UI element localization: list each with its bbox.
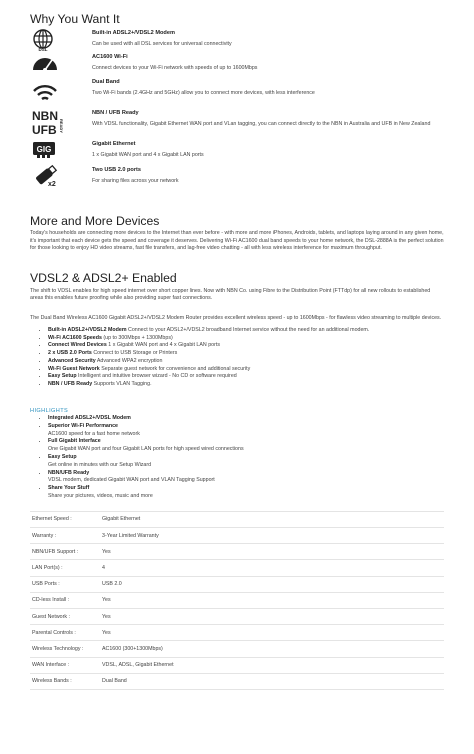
feature-title: Two USB 2.0 ports: [92, 166, 142, 173]
highlights-heading: HIGHLIGHTS: [30, 408, 69, 415]
table-row: LAN Port(s) : 4: [30, 560, 444, 576]
list-item: • NBN / UFB Ready Supports VLAN Tagging.: [48, 381, 444, 389]
specs-table: [30, 511, 444, 690]
feature-item: [30, 141, 444, 167]
table-row: Wireless Bands : Dual Band: [30, 673, 444, 689]
feature-title: NBN / UFB Ready: [92, 109, 139, 116]
list-item: • NBN/UFB Ready VDSL modem, dedicated Gigabit WAN port and VLAN Tagging Support: [48, 470, 444, 486]
dsl-label: DSL: [38, 46, 48, 52]
feature-title: Built-in ADSL2+/VDSL2 Modem: [92, 29, 175, 36]
list-item: • Share Your Stuff Share your pictures, videos, music and more: [48, 485, 444, 501]
table-row: Guest Network : Yes: [30, 608, 444, 624]
feature-desc: For sharing files across your network: [92, 178, 179, 185]
why-title: Why You Want It: [30, 12, 120, 26]
list-item: • Wi-Fi AC1600 Speeds (up to 300Mbps + 1300Mbps): [48, 335, 444, 343]
vdsl-body-1: The shift to VDSL enables for high speed internet over short copper lines. Now with NBN Co. using Fibre to the Distribution Point (FTTdp) for all new rollouts to established areas this enables future proofing while also providing super fast connections.: [30, 287, 431, 302]
feature-desc: With VDSL functionality, Gigabit Ethernet WAN port and VLan tagging, you can connect directly to the NBN in Australia and UFB in New Zealand: [92, 121, 431, 128]
list-item: • Easy Setup Intelligent and intuitive browser wizard - No CD or software required: [48, 373, 444, 381]
more-devices-body: Today's households are connecting more devices to the Internet than ever before - with more and more iPhones, Androids, tablets, and laptops laying around in any given home, it's important that each device gets the speed and coverage it deserves. Delivering Wi-Fi AC1600 dual band speeds to your home network, the DSL-2888A is the perfect solution for those looking to enjoy HD video streams, fast file transfers, and lag-free video chatting - all with less wireless interference for maximum throughput.: [30, 230, 444, 251]
table-row: CD-less Install : Yes: [30, 592, 444, 608]
more-devices-title: More and More Devices: [30, 213, 160, 228]
x2-label: x2: [48, 180, 56, 188]
table-row: WAN Interface : VDSL, ADSL, Gigabit Ethernet: [30, 657, 444, 673]
gig-ethernet-icon: [32, 141, 56, 161]
feature-item: [30, 79, 444, 110]
globe-dsl-icon: [32, 29, 54, 51]
feature-desc: Two Wi-Fi bands (2.4GHz and 5GHz) allow you to connect more devices, with less interference: [92, 90, 315, 97]
list-item: • Connect Wired Devices 1 x Gigabit WAN port and 4 x Gigabit LAN ports: [48, 342, 444, 350]
nbn-ufb-ready-icon: [32, 109, 62, 137]
vdsl-body-2: The Dual Band Wireless AC1600 Gigabit ADSL2+/VDSL2 Modem Router provides excellent wireless speed - up to 1600Mbps - for flawless video streaming to multiple devices.: [30, 315, 442, 322]
vdsl-title: VDSL2 & ADSL2+ Enabled: [30, 271, 177, 286]
list-item: • Superior Wi-Fi Performance AC1600 speed for a fast home network: [48, 423, 444, 439]
speedometer-icon: [32, 54, 58, 74]
table-row: Warranty : 3-Year Limited Warranty: [30, 528, 444, 544]
list-item: • Wi-Fi Guest Network Separate guest network for convenience and additional security: [48, 366, 444, 374]
list-item: • Integrated ADSL2+/VDSL Modem: [48, 415, 444, 423]
list-item: • Full Gigabit Interface One Gigabit WAN port and four Gigabit LAN ports for high speed wired connections: [48, 438, 444, 454]
feature-desc: Connect devices to your Wi-Fi network with speeds of up to 1600Mbps: [92, 65, 258, 72]
feature-desc: 1 x Gigabit WAN port and 4 x Gigabit LAN ports: [92, 152, 204, 159]
list-item: • 2 x USB 2.0 Ports Connect to USB Storage or Printers: [48, 350, 444, 358]
list-item: • Built-in ADSL2+/VDSL2 Modem Connect to your ADSL2+/VDSL2 broadband Internet service without the need for an additional modem.: [48, 327, 444, 335]
ready-label: READY: [59, 118, 64, 133]
feature-title: Gigabit Ethernet: [92, 140, 136, 147]
table-row: Ethernet Speed : Gigabit Ethernet: [30, 511, 444, 527]
table-row: USB Ports : USB 2.0: [30, 576, 444, 592]
feature-list: [30, 30, 444, 191]
feature-item: [30, 167, 444, 191]
highlights-list: [30, 415, 444, 501]
nbn-label: NBN: [32, 108, 58, 123]
list-item: • Easy Setup Get online in minutes with our Setup Wizard: [48, 454, 444, 470]
table-row: Parental Controls : Yes: [30, 625, 444, 641]
table-row: Wireless Technology : AC1600 (300+1300Mbps): [30, 641, 444, 657]
feature-item: [30, 54, 444, 79]
feature-title: AC1600 Wi-Fi: [92, 53, 128, 60]
table-row: NBN/UFB Support : Yes: [30, 544, 444, 560]
ufb-label: UFB: [32, 122, 57, 137]
feature-item: [30, 110, 444, 141]
list-item: • Advanced Security Advanced WPA2 encryption: [48, 358, 444, 366]
gig-label: GIG: [36, 144, 52, 154]
usb-x2-icon: [32, 165, 62, 187]
feature-title: Dual Band: [92, 78, 120, 85]
feature-desc: Can be used with all DSL services for universal connectivity: [92, 41, 232, 48]
feature-bullets: [30, 327, 444, 389]
feature-item: [30, 30, 444, 54]
wifi-signal-icon: [32, 83, 58, 103]
